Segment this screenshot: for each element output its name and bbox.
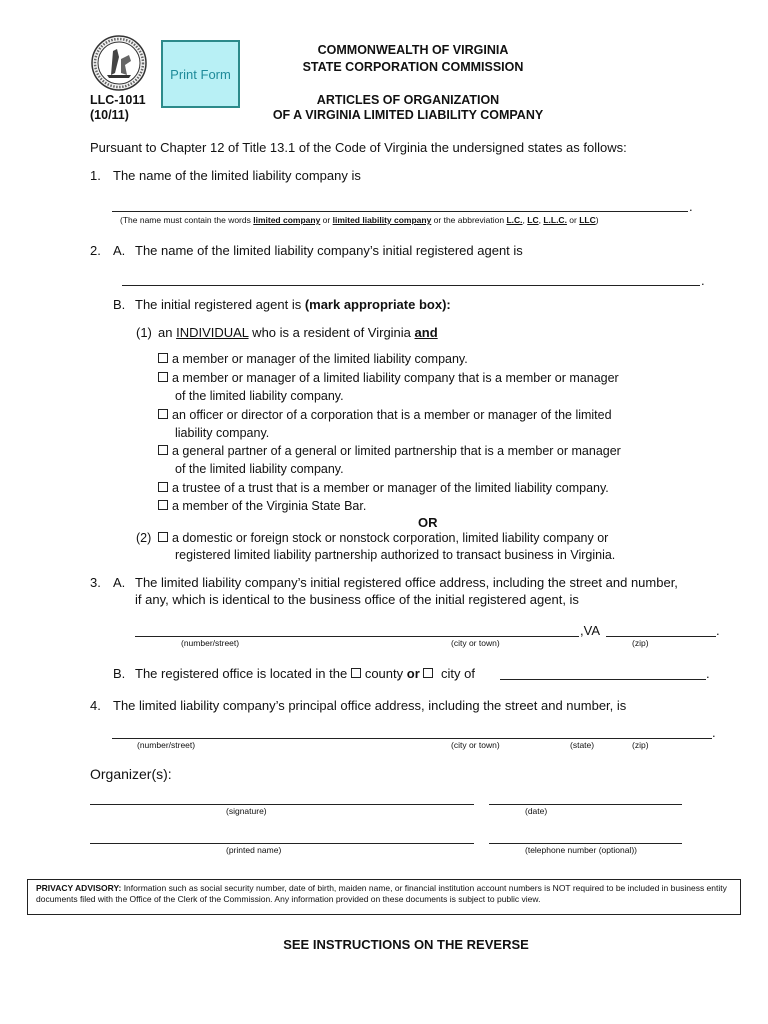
option1-label: (1) [136,325,152,340]
choice-officer-director-cont: liability company. [175,426,270,440]
caption-zip: (zip) [632,638,649,648]
item4-number: 4. [90,698,101,713]
caption-telephone: (telephone number (optional)) [525,845,637,855]
telephone-field[interactable] [489,843,682,844]
caption-number-street: (number/street) [181,638,240,648]
printed-name-field[interactable] [90,843,474,844]
caption-city-town: (city or town) [451,740,500,750]
see-instructions-footer: SEE INSTRUCTIONS ON THE REVERSE [283,937,529,952]
office-zip-field[interactable] [606,636,716,637]
privacy-advisory: PRIVACY ADVISORY: Information such as social security number, date of birth, maiden name, or financial institution account numbers is NOT required to be included in business entity documents filed with the Office of the Clerk of the Commission. Any information provided on these documents is subject to public view. [27,879,741,915]
registered-agent-name-field[interactable] [122,285,700,286]
choice-officer-director: an officer or director of a corporation that is a member or manager of the limited [158,407,612,424]
company-name-note: (The name must contain the words limited company or limited liability company or the abbreviation L.C., LC, L.L.C. or LLC) [120,215,599,225]
agency-line-2: STATE CORPORATION COMMISSION [302,60,524,74]
choice-member-manager: a member or manager of the limited liability company. [158,351,468,368]
choice-member-of-llc-member-cont: of the limited liability company. [175,389,344,403]
checkbox[interactable] [158,445,168,455]
county-city-name-field[interactable] [500,679,706,680]
county-checkbox[interactable] [351,668,361,678]
city-checkbox[interactable] [423,668,433,678]
caption-printed-name: (printed name) [226,845,282,855]
print-form-button[interactable]: Print Form [161,40,240,108]
item3a-text-line2: if any, which is identical to the business office of the initial registered agent, is [135,592,579,607]
item3a-text-line1: The limited liability company’s initial registered office address, including the street and number, [135,575,678,590]
checkbox[interactable] [158,500,168,510]
caption-state: (state) [570,740,595,750]
checkbox[interactable] [158,482,168,492]
option1-text: an INDIVIDUAL who is a resident of Virginia and [158,325,438,340]
checkbox[interactable] [158,532,168,542]
item3b-text: The registered office is located in the county or city of [135,666,475,681]
form-title-line-1: ARTICLES OF ORGANIZATION [316,93,500,107]
item3a-end-period: . [716,623,720,638]
signature-field[interactable] [90,804,474,805]
checkbox[interactable] [158,353,168,363]
intro-text: Pursuant to Chapter 12 of Title 13.1 of the Code of Virginia the undersigned states as follows: [90,140,627,155]
va-label: ,VA [580,623,600,638]
item2b-text: The initial registered agent is (mark appropriate box): [135,297,451,312]
choice-general-partner: a general partner of a general or limited partnership that is a member or manager [158,443,621,460]
caption-city-town: (city or town) [451,638,500,648]
choice-general-partner-cont: of the limited liability company. [175,462,344,476]
caption-signature: (signature) [226,806,267,816]
choice-state-bar: a member of the Virginia State Bar. [158,498,366,515]
caption-zip: (zip) [632,740,649,750]
caption-number-street: (number/street) [137,740,196,750]
item3a-label: A. [113,575,126,590]
form-title-line-2: OF A VIRGINIA LIMITED LIABILITY COMPANY [272,108,544,122]
item2a-text: The name of the limited liability company’s initial registered agent is [135,243,523,258]
checkbox[interactable] [158,409,168,419]
virginia-seal-icon [91,35,147,91]
or-divider: OR [418,515,438,530]
company-name-field[interactable] [112,211,688,212]
item1-number: 1. [90,168,101,183]
choice-member-of-llc-member: a member or manager of a limited liability company that is a member or manager [158,370,619,387]
item4-text: The limited liability company’s principal office address, including the street and number, is [113,698,627,713]
caption-date: (date) [525,806,548,816]
checkbox[interactable] [158,372,168,382]
office-street-city-field[interactable] [135,636,579,637]
item3b-label: B. [113,666,126,681]
item2a-label: A. [113,243,126,258]
item2b-label: B. [113,297,126,312]
item2-number: 2. [90,243,101,258]
form-number: LLC-1011 [90,93,146,107]
option2-text-cont: registered limited liability partnership authorized to transact business in Virginia. [175,548,616,562]
item4-end-period: . [712,725,716,740]
option2-text: a domestic or foreign stock or nonstock corporation, limited liability company or [158,530,608,547]
agency-line-1: COMMONWEALTH OF VIRGINIA [317,43,509,57]
item1-text: The name of the limited liability company is [113,168,361,183]
item1-end-period: . [689,199,693,214]
date-field[interactable] [489,804,682,805]
item3-number: 3. [90,575,101,590]
organizers-heading: Organizer(s): [90,766,172,782]
choice-trustee: a trustee of a trust that is a member or manager of the limited liability company. [158,480,609,497]
principal-office-address-field[interactable] [112,738,712,739]
item2a-end-period: . [701,273,705,288]
option2-label: (2) [136,531,152,545]
item3b-end-period: . [706,666,710,681]
form-date: (10/11) [90,108,129,122]
